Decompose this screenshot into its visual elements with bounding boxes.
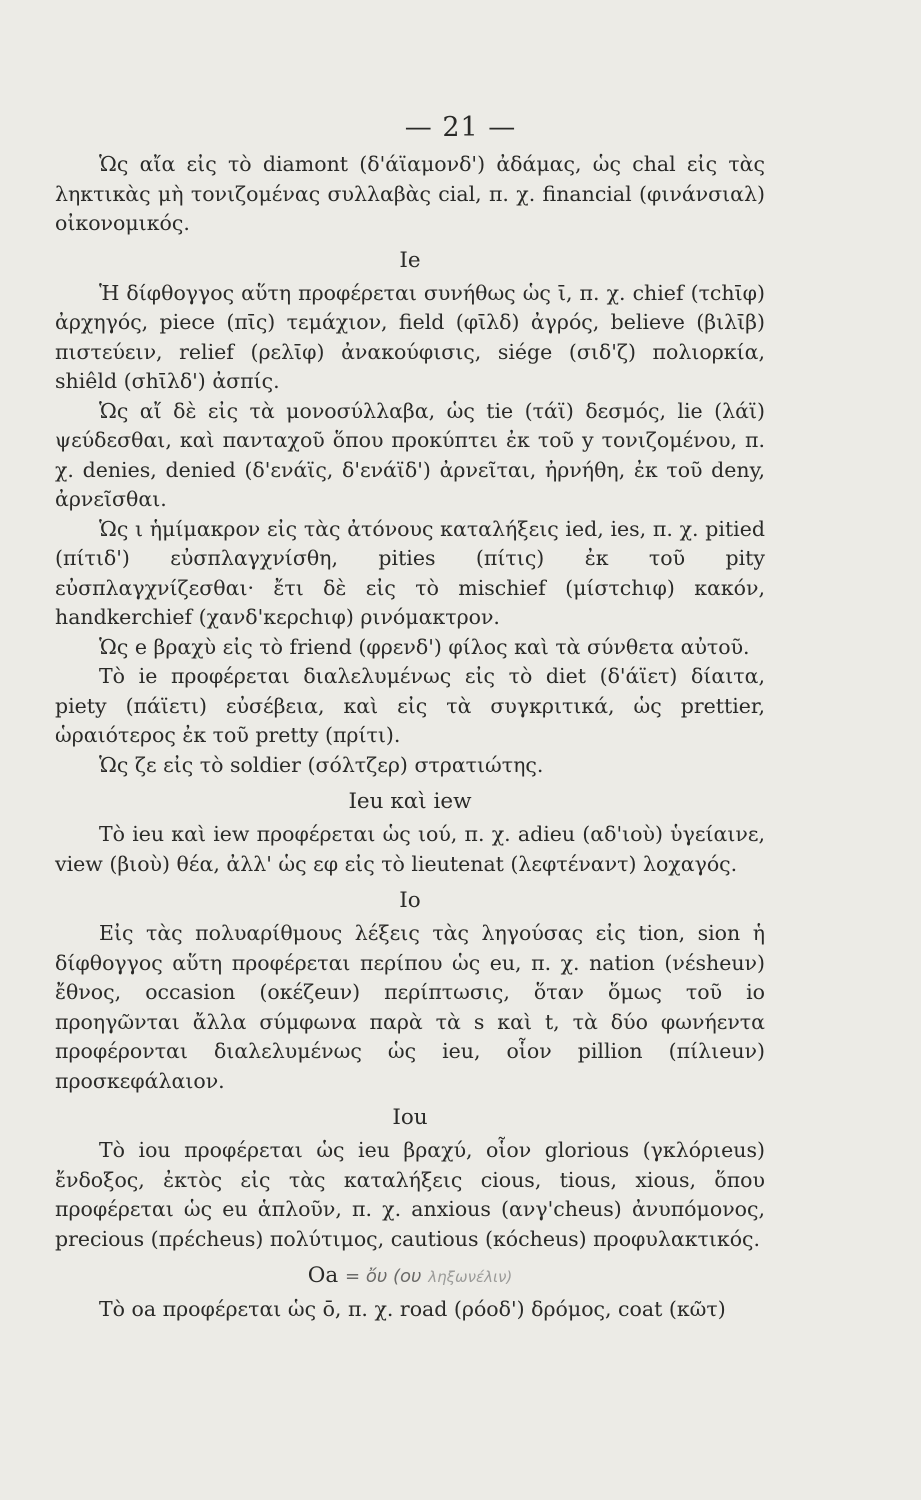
paragraph: Ὡς αἴα εἰς τὸ diamont (δ'άϊαμονδ') ἀδάμας, ὡς chal εἰς τὰς ληκτικὰς μὴ τονιζομένας συλλαβὰς cial, π. χ. financial (φινάνσιαλ) οἰκονομικός.: [55, 152, 765, 235]
paragraph: Τὸ ie προφέρεται διαλελυμένως εἰς τὸ diet (δ'άϊετ) δίαιτα, piety (πάϊετι) εὐσέβεια, καὶ εἰς τὰ συγκριτικά, ὡς prettier, ὡραιότερος ἐκ τοῦ pretty (πρίτι).: [55, 664, 765, 747]
paragraph: Ὡς ι ἡμίμακρον εἰς τὰς ἀτόνους καταλήξεις ied, ies, π. χ. pitied (πίτιδ') εὐσπλαγχνίσθη, pities (πίτις) ἐκ τοῦ pity εὐσπλαγχνίζεσθαι· ἔτι δὲ εἰς τὸ mischief (μίστchιφ) κακόν, handkerchief (χανδ'κερchιφ) ρινόμακτρον.: [55, 516, 765, 629]
section-heading-text: Iou: [392, 1105, 428, 1130]
paragraph: Ὡς ζε εἰς τὸ soldier (σόλτζερ) στρατιώτης.: [99, 752, 544, 777]
section-heading: [55, 1260, 765, 1293]
paragraph: Τὸ iou προφέρεται ὡς ieu βραχύ, οἷον glorious (γκλόριeus) ἔνδοξος, ἐκτὸς εἰς τὰς καταλήξεις cious, tious, xious, ὅπου προφέρεται ὡς eu ἁπλοῦν, π. χ. anxious (ανγ'cheus) ἀνυπόμονος, precious (πρέcheus) πολύτιμος, cautious (κόcheus) προφυλακτικός.: [55, 1138, 765, 1251]
paragraph: Τὸ ieu καὶ iew προφέρεται ὡς ιού, π. χ. adieu (αδ'ιοὺ) ὑγείαινε, view (βιοὺ) θέα, ἀλλ' ὡς εφ εἰς τὸ lieutenat (λεφτέναντ) λοχαγός.: [55, 822, 765, 876]
paragraph: Ὡς e βραχὺ εἰς τὸ friend (φρενδ') φίλος καὶ τὰ σύνθετα αὐτοῦ.: [99, 634, 750, 659]
section-heading: [55, 1102, 765, 1134]
handwritten-note: = ὄυ (ου: [345, 1266, 422, 1287]
section-heading-text: Oa: [307, 1263, 339, 1288]
paragraph: Ὡς αἴ δὲ εἰς τὰ μονοσύλλαβα, ὡς tie (τάϊ) δεσμός, lie (λάϊ) ψεύδεσθαι, καὶ πανταχοῦ ὅπου προκύπτει ἐκ τοῦ y τονιζομένου, π. χ. denies, denied (δ'ενάϊς, δ'ενάϊδ') ἀρνεῖται, ἠρνήθη, ἐκ τοῦ deny, ἀρνεῖσθαι.: [55, 398, 765, 511]
section-heading: [55, 245, 765, 277]
section-heading-text: Ie: [399, 247, 421, 273]
paragraph: Τὸ oa προφέρεται ὡς ō, π. χ. road (ρόοδ') δρόμος, coat (κῶτ): [99, 1297, 726, 1321]
section-heading: [55, 786, 765, 818]
section-heading: [55, 885, 765, 917]
section-heading-text: Io: [399, 888, 421, 913]
paragraph: Ἡ δίφθογγος αὕτη προφέρεται συνήθως ὡς ῑ, π. χ. chief (τchῑφ) ἀρχηγός, piece (πῑς) τεμάχιον, field (φῑλδ) ἀγρός, believe (βιλῑβ) πιστεύειν, relief (ρελῑφ) ἀνακούφισις, siége (σιδ'ζ) πολιορκία, shiêld (σhῑλδ') ἀσπίς.: [55, 280, 765, 393]
handwritten-note-faint: ληξωνέλιν): [428, 1268, 513, 1286]
section-heading-text: Ieu καὶ iew: [348, 789, 472, 814]
paragraph: Εἰς τὰς πολυαρίθμους λέξεις τὰς ληγούσας εἰς tion, sion ἡ δίφθογγος αὕτη προφέρεται περίπου ὡς eu, π. χ. nation (νέsheuν) ἔθνος, occasion (οκέζeuν) περίπτωσις, ὅταν ὅμως τοῦ io προηγῶνται ἄλλα σύμφωνα παρὰ τὰ s καὶ t, τὰ δύο φωνήεντα προφέρονται διαλελυμένως ὡς ieu, οἷον pillion (πίλιeuν) προσκεφάλαιον.: [55, 921, 765, 1093]
body-text: [55, 150, 765, 1325]
page-number: — 21 —: [404, 112, 517, 143]
